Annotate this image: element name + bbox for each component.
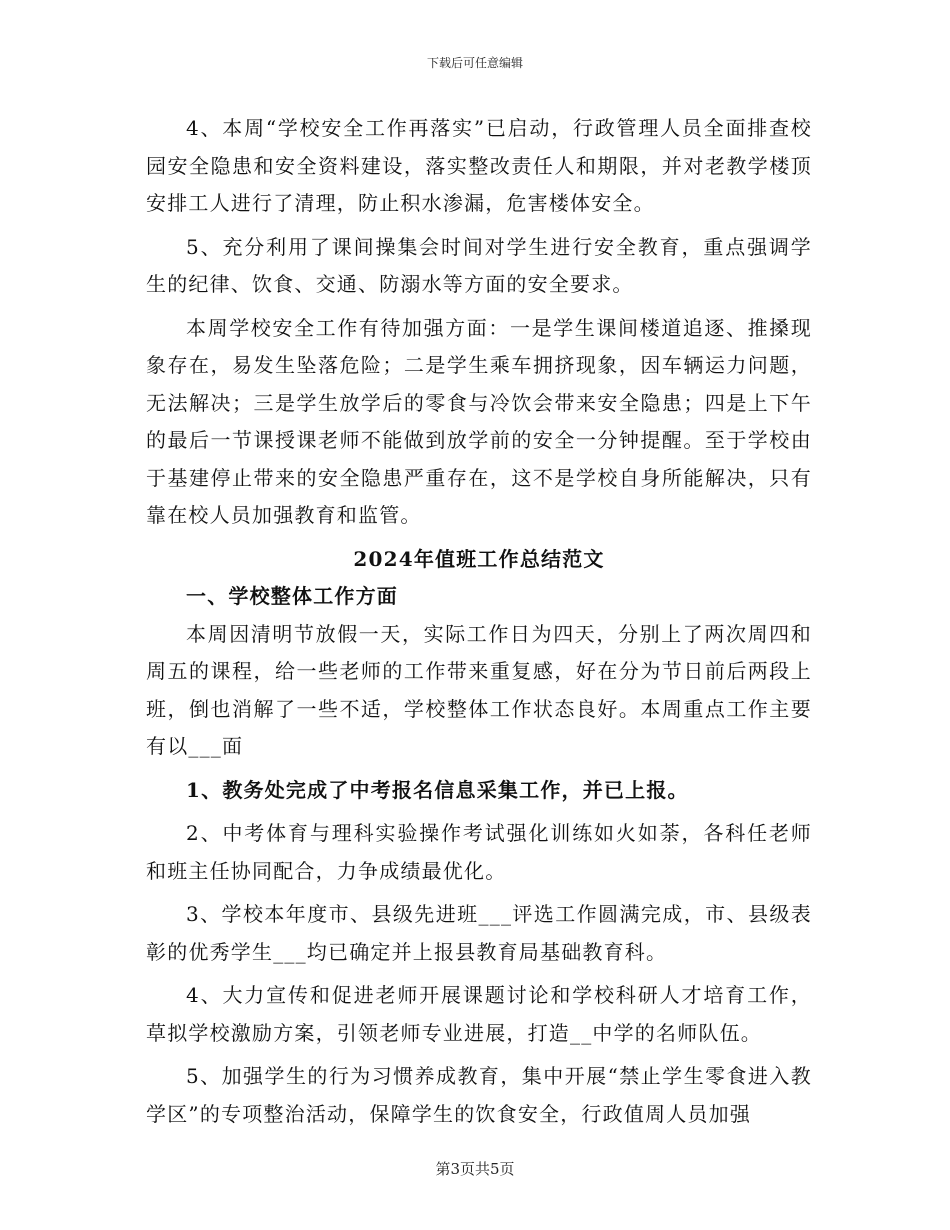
paragraph-safety-improvements: 本周学校安全工作有待加强方面：一是学生课间楼道追逐、推搡现象存在，易发生坠落危险；二是学生乘车拥挤现象，因车辆运力问题，无法解决；三是学生放学后的零食与冷饮会带来安全隐患；四是上下午的最后一节课授课老师不能做到放学前的安全一分钟提醒。至于学校由于基建停止带来的安全隐患严重存在，这不是学校自身所能解决，只有靠在校人员加强教育和监管。 xyxy=(146,315,812,527)
document-body xyxy=(146,110,812,1139)
paragraph-item-3-award-selection: 3、学校本年度市、县级先进班___评选工作圆满完成，市、县级表彰的优秀学生___均已确定并上报县教育局基础教育科。 xyxy=(146,902,812,964)
page-footer: 第3页共5页 xyxy=(435,1160,515,1178)
paragraph-item-5-behavior: 5、加强学生的行为习惯养成教育，集中开展“禁止学生零食进入教学区”的专项整治活动，保障学生的饮食安全，行政值周人员加强 xyxy=(146,1064,812,1126)
paragraph-week-overview: 本周因清明节放假一天，实际工作日为四天，分别上了两次周四和周五的课程，给一些老师的工作带来重复感，好在分为节日前后两段上班，倒也消解了一些不适，学校整体工作状态良好。本周重点工作主要有以___面 xyxy=(146,621,812,758)
paragraph-item-4-safety-check: 4、本周“学校安全工作再落实”已启动，行政管理人员全面排查校园安全隐患和安全资料建设，落实整改责任人和期限，并对老教学楼顶安排工人进行了清理，防止积水渗漏，危害楼体安全。 xyxy=(146,116,812,215)
document-title: 2024年值班工作总结范文 xyxy=(353,546,605,571)
paragraph-item-4-research: 4、大力宣传和促进老师开展课题讨论和学校科研人才培育工作，草拟学校激励方案，引领老师专业进展，打造__中学的名师队伍。 xyxy=(146,983,812,1045)
section-heading: 一、学校整体工作方面 xyxy=(186,584,398,608)
paragraph-item-2-exam-training: 2、中考体育与理科实验操作考试强化训练如火如荼，各科任老师和班主任协同配合，力争成绩最优化。 xyxy=(146,821,812,883)
paragraph-item-1-exam-registration: 1、教务处完成了中考报名信息采集工作，并已上报。 xyxy=(186,777,689,802)
page-header: 下载后可任意编辑 xyxy=(426,56,523,70)
paragraph-item-5-safety-education: 5、充分利用了课间操集会时间对学生进行安全教育，重点强调学生的纪律、饮食、交通、防溺水等方面的安全要求。 xyxy=(146,234,812,296)
